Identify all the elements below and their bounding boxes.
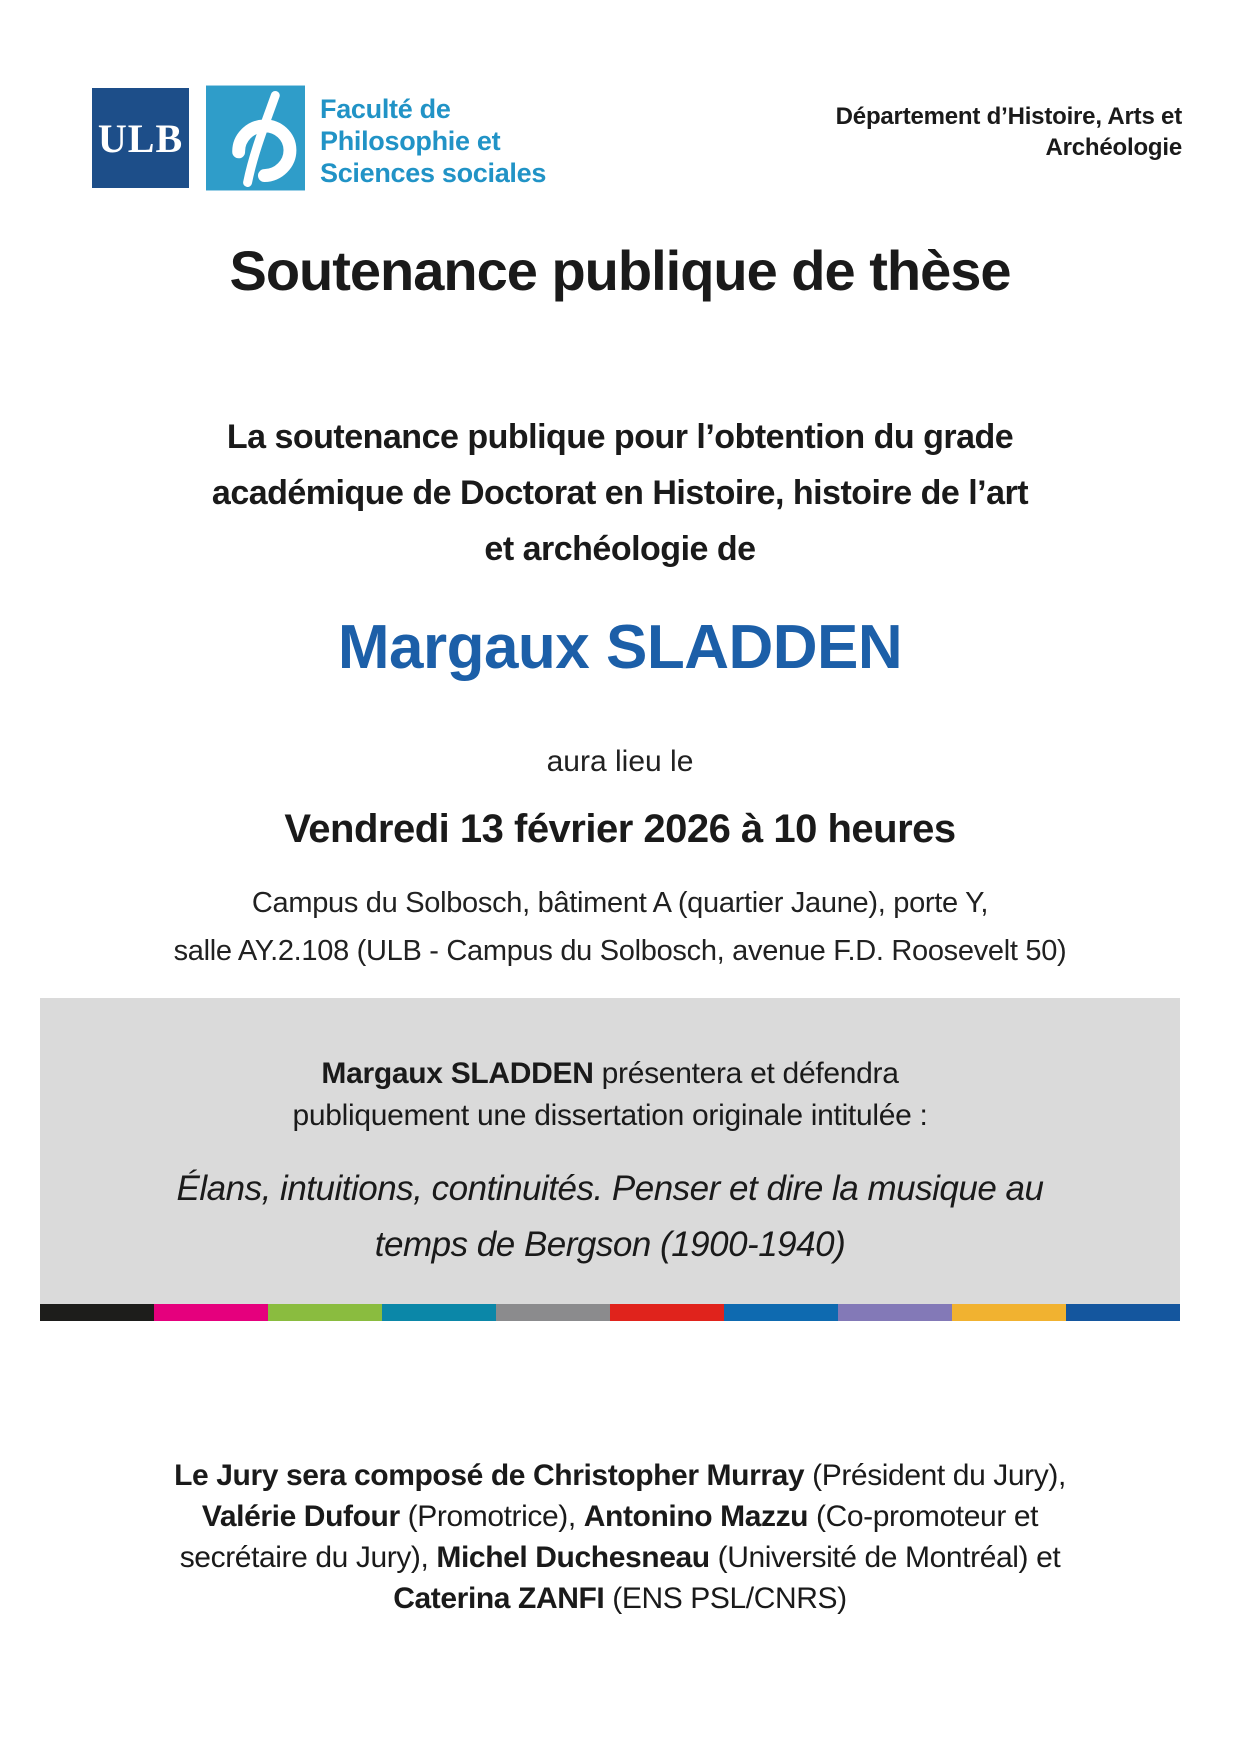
text-line: Archéologie (1045, 134, 1182, 161)
defense-location (0, 879, 1240, 975)
text-line (64, 1053, 1156, 1095)
text-line: Philosophie et (320, 126, 501, 156)
text-line: Élans, intuitions, continuités. Penser et dire la musique au (176, 1169, 1044, 1208)
announcement-box (40, 998, 1180, 1304)
text-segment: Margaux SLADDEN (321, 1057, 594, 1090)
text-line: Sciences sociales (320, 158, 547, 188)
department-title (836, 101, 1182, 163)
color-stripe-segment (382, 1304, 496, 1321)
faculty-name (320, 93, 546, 189)
announcement-text (64, 1053, 1156, 1137)
ulb-faculty-logo (92, 85, 546, 191)
text-segment: secrétaire du Jury), (179, 1541, 437, 1574)
ulb-logo-square: ULB (92, 88, 189, 188)
color-stripe-segment (610, 1304, 724, 1321)
color-stripe-segment (952, 1304, 1066, 1321)
text-line (0, 1537, 1240, 1578)
page-header (0, 0, 1240, 191)
text-line: Campus du Solbosch, bâtiment A (quartier Jaune), porte Y, (251, 887, 989, 919)
text-line: La soutenance publique pour l’obtention du grade (226, 418, 1014, 456)
page-title: Soutenance publique de thèse (229, 239, 1011, 302)
color-stripe-segment (838, 1304, 952, 1321)
text-segment: publiquement une dissertation originale intitulée : (292, 1099, 928, 1132)
text-line: Faculté de (320, 94, 451, 124)
text-line (0, 1455, 1240, 1496)
color-stripe-segment (724, 1304, 838, 1321)
text-segment: (Co-promoteur et (808, 1500, 1039, 1533)
text-line: temps de Bergson (1900-1940) (374, 1225, 846, 1264)
faculty-monogram-icon (206, 85, 305, 191)
jury-paragraph (0, 1455, 1240, 1619)
color-stripe-segment (268, 1304, 382, 1321)
text-line (64, 1095, 1156, 1137)
text-segment: Le Jury sera composé de Christopher Murray (174, 1459, 805, 1492)
color-stripe-segment (154, 1304, 268, 1321)
text-segment: (Promotrice), (399, 1500, 584, 1533)
text-line: académique de Doctorat en Histoire, histoire de l’art (211, 474, 1029, 512)
text-segment: Antonino Mazzu (583, 1500, 809, 1533)
color-stripe-segment (40, 1304, 154, 1321)
defense-datetime: Vendredi 13 février 2026 à 10 heures (284, 807, 956, 851)
text-line (0, 1496, 1240, 1537)
color-stripe-segment (1066, 1304, 1180, 1321)
text-segment: Michel Duchesneau (436, 1541, 710, 1574)
text-segment: Valérie Dufour (201, 1500, 400, 1533)
color-stripe (40, 1304, 1180, 1321)
intro-paragraph (0, 409, 1240, 577)
text-segment: (Président du Jury), (804, 1459, 1066, 1492)
text-segment: présentera et défendra (593, 1057, 899, 1090)
thesis-title (64, 1161, 1156, 1273)
text-segment: (ENS PSL/CNRS) (604, 1582, 847, 1615)
candidate-name: Margaux SLADDEN (337, 613, 903, 682)
aura-lieu-text: aura lieu le (546, 745, 694, 778)
text-segment: Caterina ZANFI (393, 1582, 605, 1615)
text-line: et archéologie de (484, 530, 756, 568)
text-line: Département d’Histoire, Arts et (835, 103, 1182, 130)
text-segment: (Université de Montréal) et (709, 1541, 1061, 1574)
color-stripe-segment (496, 1304, 610, 1321)
text-line: salle AY.2.108 (ULB - Campus du Solbosch, avenue F.D. Roosevelt 50) (173, 935, 1067, 967)
text-line (0, 1578, 1240, 1619)
